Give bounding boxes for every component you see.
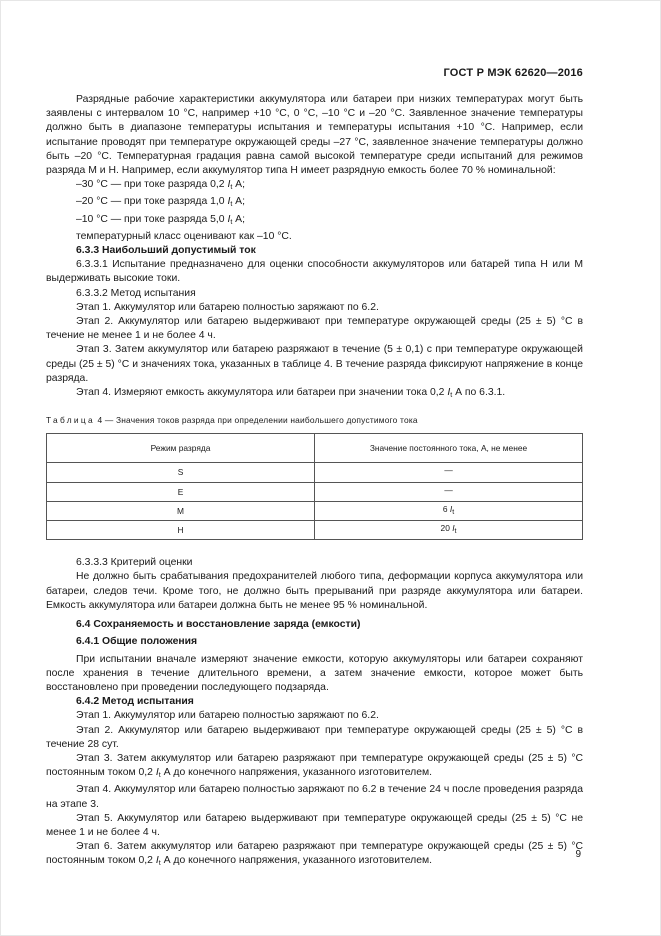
criteria-paragraph: Не должно быть срабатывания предохранителей любого типа, деформации корпуса аккумулятора или батареи, следов течи. Кроме того, не должно быть прерываний при разряде аккумулятора или батареи. Емкость аккумулятора или батареи должна быть не менее 95 % номинальной. — [46, 571, 583, 611]
page-content — [46, 93, 583, 872]
list-item: –10 °С — при токе разряда 5,0 $I_t$ А; — [76, 213, 246, 226]
column-header: Значение постоянного тока, А, не менее — [315, 434, 583, 463]
table-cell: M — [47, 501, 315, 520]
table-cell: H — [47, 521, 315, 540]
table-row — [47, 521, 583, 540]
column-header: Режим разряда — [47, 434, 315, 463]
heading-6-3-3-2: 6.3.3.2 Метод испытания — [76, 287, 196, 299]
table-row — [47, 501, 583, 520]
intro-paragraph: Разрядные рабочие характеристики аккумулятора или батареи при низких температурах могут быть заявлены с интервалом 10 °С, например +10 °С, 0 °С, –10 °С и –20 °С. Заявленное значение температуры должно быть в диапазоне температуры испытания и температуры испытания +10 °С. Например, если испытание проводят при температуре окружающей среды –27 °С, заявленное значение температуры должно быть –20 °С. Температурная градация равна самой высокой температуре среди испытаний для режимов разряда М и Н. Например, если аккумулятор типа Н имеет разрядную емкость более 70 % номинальной: — [46, 94, 583, 177]
step-5: Этап 5. Аккумулятор или батарею выдерживают при температуре окружающей среды (25 ± 5) °С не менее 1 и не более 4 ч. — [46, 812, 583, 838]
table-cell: — — [315, 482, 583, 501]
table-row — [47, 482, 583, 501]
paragraph-6-4-1: При испытании вначале измеряют значение емкости, которую аккумуляторы или батареи сохраняют после хранения в течение длительного времени, а затем значение емкости, которое может быть восстановлено при проведении последующего подзаряда. — [46, 653, 583, 693]
table-caption: Таблица 4 — Значения токов разряда при определении наибольшего допустимого тока — [46, 415, 418, 426]
paragraph-6-3-3-1: 6.3.3.1 Испытание предназначено для оценки способности аккумуляторов или батарей типа Н или М выдерживать высокие токи. — [46, 259, 583, 285]
table-cell: — — [315, 463, 583, 482]
heading-6-3-3-3: 6.3.3.3 Критерий оценки — [76, 557, 193, 569]
step-1: Этап 1. Аккумулятор или батарею полностью заряжают по 6.2. — [76, 301, 379, 313]
step-1: Этап 1. Аккумулятор или батарею полностью заряжают по 6.2. — [76, 710, 379, 722]
table-cell: 6 $I_t$ — [315, 501, 583, 520]
section-heading-6-4: 6.4 Сохраняемость и восстановление заряда (емкости) — [76, 619, 361, 631]
step-3: Этап 3. Затем аккумулятор или батарею разряжают в течение (5 ± 0,1) с при температуре окружающей среды (25 ± 5) °С и значениях тока, указанных в таблице 4. В течение разряда фиксируют напряжение в конце разряда. — [46, 344, 583, 384]
section-heading-6-4-1: 6.4.1 Общие положения — [76, 636, 198, 648]
table-header-row — [47, 434, 583, 463]
page-number: 9 — [575, 849, 581, 860]
list-item: –20 °С — при токе разряда 1,0 $I_t$ А; — [76, 196, 246, 209]
step-6: Этап 6. Затем аккумулятор или батарею разряжают при температуре окружающей среды (25 ± 5) °С постоянным током 0,2 $I_t$ А до конечного напряжения, указанного изготовителем. — [46, 841, 583, 868]
table-cell: 20 $I_t$ — [315, 521, 583, 540]
table-row — [47, 463, 583, 482]
temperature-class-line: температурный класс оценивают как –10 °С. — [76, 230, 292, 242]
section-heading-6-4-2: 6.4.2 Метод испытания — [76, 696, 194, 708]
section-heading-6-3-3: 6.3.3 Наибольший допустимый ток — [76, 245, 256, 257]
step-2: Этап 2. Аккумулятор или батарею выдерживают при температуре окружающей среды (25 ± 5) °С в течение не менее 1 и не более 4 ч. — [46, 316, 583, 342]
table-cell: S — [47, 463, 315, 482]
list-item: –30 °С — при токе разряда 0,2 $I_t$ А; — [76, 179, 246, 192]
document-code: ГОСТ Р МЭК 62620—2016 — [443, 67, 583, 79]
step-2: Этап 2. Аккумулятор или батарею выдерживают при температуре окружающей среды (25 ± 5) °С в течение 28 сут. — [46, 724, 583, 750]
step-4: Этап 4. Аккумулятор или батарею полностью заряжают по 6.2 в течение 24 ч после проведения разряда на этапе 3. — [46, 784, 583, 810]
table-cell: E — [47, 482, 315, 501]
step-4: Этап 4. Измеряют емкость аккумулятора или батареи при значении тока 0,2 $I_t$ А по 6.3.1. — [76, 387, 506, 400]
step-3: Этап 3. Затем аккумулятор или батарею разряжают при температуре окружающей среды (25 ± 5) °С постоянным током 0,2 $I_t$ А до конечного напряжения, указанного изготовителем. — [46, 752, 583, 780]
discharge-current-table — [46, 433, 583, 540]
